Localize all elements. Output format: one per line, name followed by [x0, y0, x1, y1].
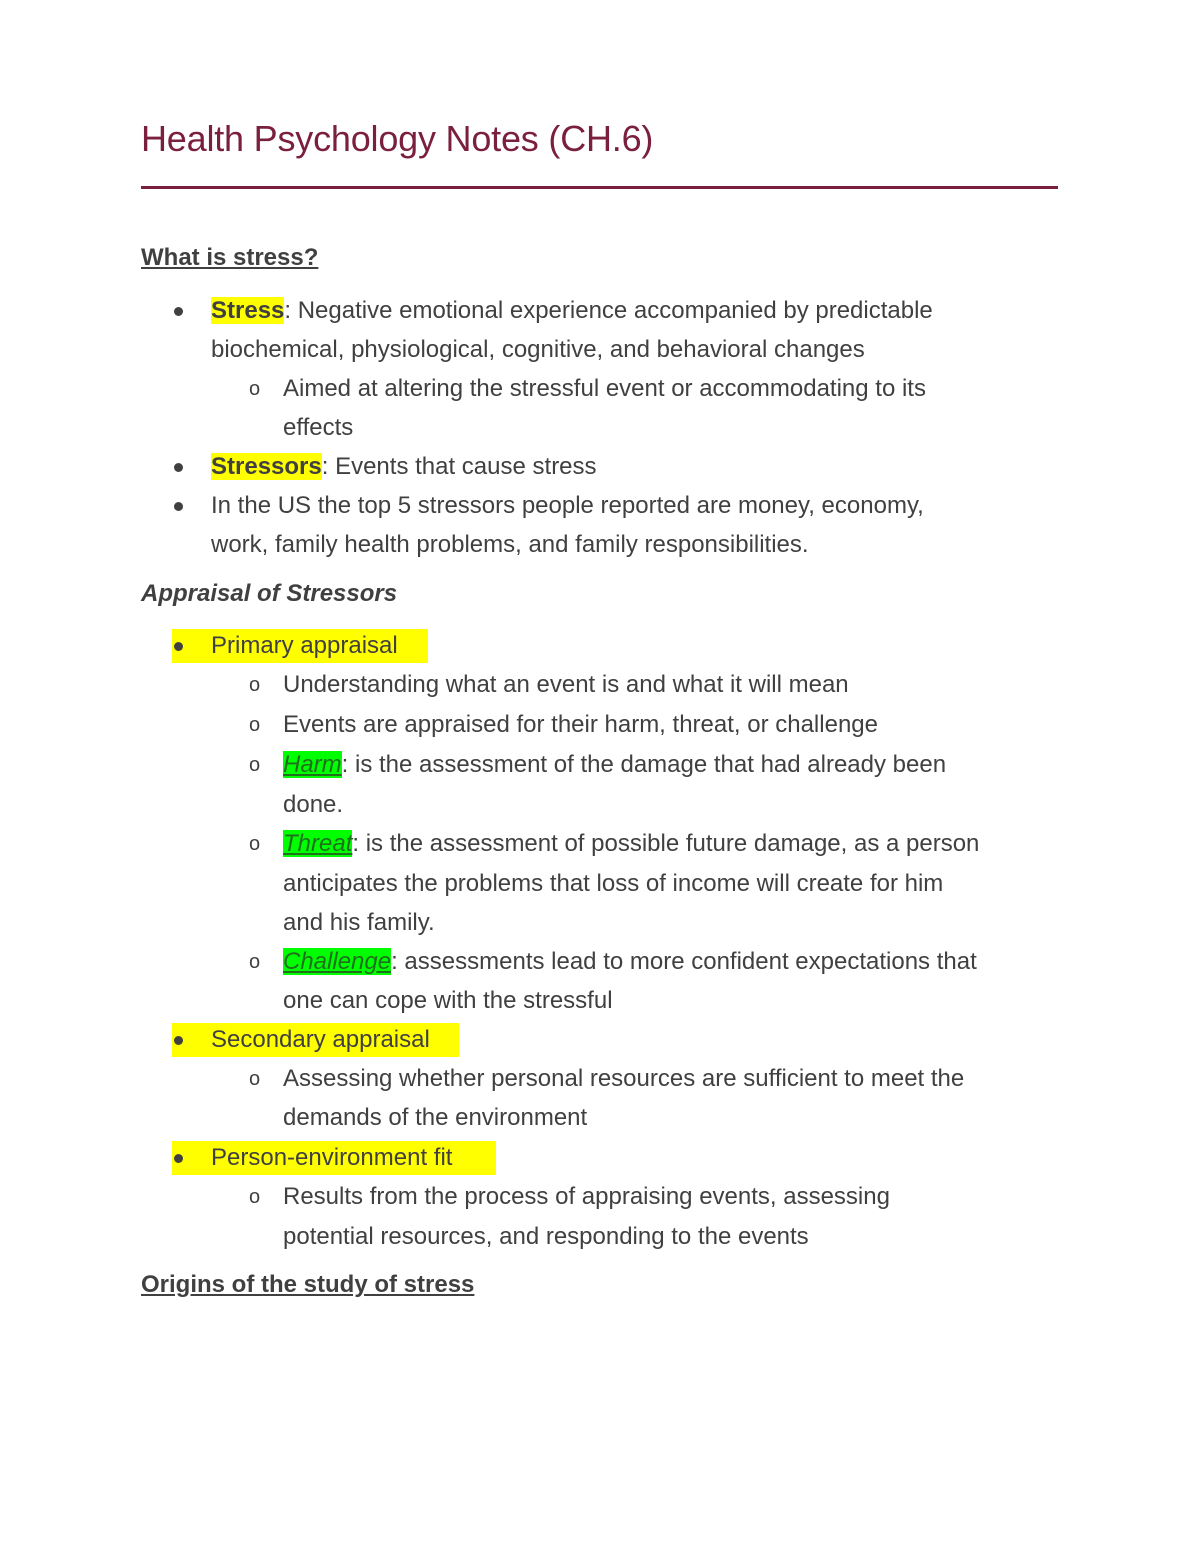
threat-definition-cont: anticipates the problems that loss of income will create for him [283, 870, 944, 897]
term-harm: Harm [283, 751, 342, 778]
bullet-disc [174, 502, 183, 511]
bullet-disc [174, 642, 183, 651]
sub-item-harm [283, 750, 946, 780]
stressors-definition: : Events that cause stress [321, 453, 597, 480]
sub-bullet-circle: o [249, 1186, 261, 1208]
term-stress: Stress [211, 297, 285, 324]
sub-item-results: Results from the process of appraising events, assessing [283, 1183, 890, 1210]
sub-bullet-circle: o [249, 754, 261, 776]
sub-bullet-circle: o [249, 714, 261, 736]
harm-definition: : is the assessment of the damage that had already been [341, 751, 947, 778]
stress-definition-cont: biochemical, physiological, cognitive, and behavioral changes [211, 336, 865, 363]
challenge-definition: : assessments lead to more confident expectations that [391, 948, 977, 975]
bullet-disc [174, 463, 183, 472]
list-item-stressors [211, 452, 597, 482]
heading-appraisal-of-stressors: Appraisal of Stressors [141, 580, 398, 607]
term-threat: Threat [283, 830, 353, 857]
sub-bullet-circle: o [249, 378, 261, 400]
sub-item-assessing-cont: demands of the environment [283, 1104, 588, 1131]
list-item-primary-appraisal: Primary appraisal [211, 632, 398, 659]
threat-definition-cont-2: and his family. [283, 909, 435, 936]
bullet-disc [174, 1036, 183, 1045]
term-stressors: Stressors [211, 453, 322, 480]
sub-bullet-circle: o [249, 674, 261, 696]
bullet-disc [174, 307, 183, 316]
sub-item-challenge [283, 947, 977, 977]
list-item-us-stressors: In the US the top 5 stressors people reported are money, economy, [211, 492, 924, 519]
heading-what-is-stress: What is stress? [141, 244, 319, 271]
document-title: Health Psychology Notes (CH.6) [141, 118, 654, 159]
list-item-stress [211, 296, 933, 326]
bullet-disc [174, 1154, 183, 1163]
heading-origins-of-stress: Origins of the study of stress [141, 1271, 475, 1298]
sub-item-aimed: Aimed at altering the stressful event or accommodating to its [283, 375, 926, 402]
sub-bullet-circle: o [249, 951, 261, 973]
sub-item-results-cont: potential resources, and responding to the events [283, 1223, 809, 1250]
list-item-us-stressors-cont: work, family health problems, and family responsibilities. [211, 531, 809, 558]
sub-bullet-circle: o [249, 1068, 261, 1090]
sub-bullet-circle: o [249, 833, 261, 855]
list-item-person-environment-fit: Person-environment fit [211, 1144, 453, 1171]
stress-definition: : Negative emotional experience accompanied by predictable [284, 297, 933, 324]
harm-definition-cont: done. [283, 791, 344, 818]
sub-item-threat [283, 829, 979, 859]
sub-item-aimed-cont: effects [283, 414, 354, 441]
term-challenge: Challenge [283, 948, 392, 975]
threat-definition: : is the assessment of possible future damage, as a person [352, 830, 980, 857]
title-rule [141, 186, 1058, 189]
challenge-definition-cont: one can cope with the stressful [283, 987, 613, 1014]
sub-item-assessing: Assessing whether personal resources are sufficient to meet the [283, 1065, 965, 1092]
list-item-secondary-appraisal: Secondary appraisal [211, 1026, 430, 1053]
sub-item-appraised: Events are appraised for their harm, threat, or challenge [283, 711, 878, 738]
sub-item-understanding: Understanding what an event is and what it will mean [283, 671, 849, 698]
